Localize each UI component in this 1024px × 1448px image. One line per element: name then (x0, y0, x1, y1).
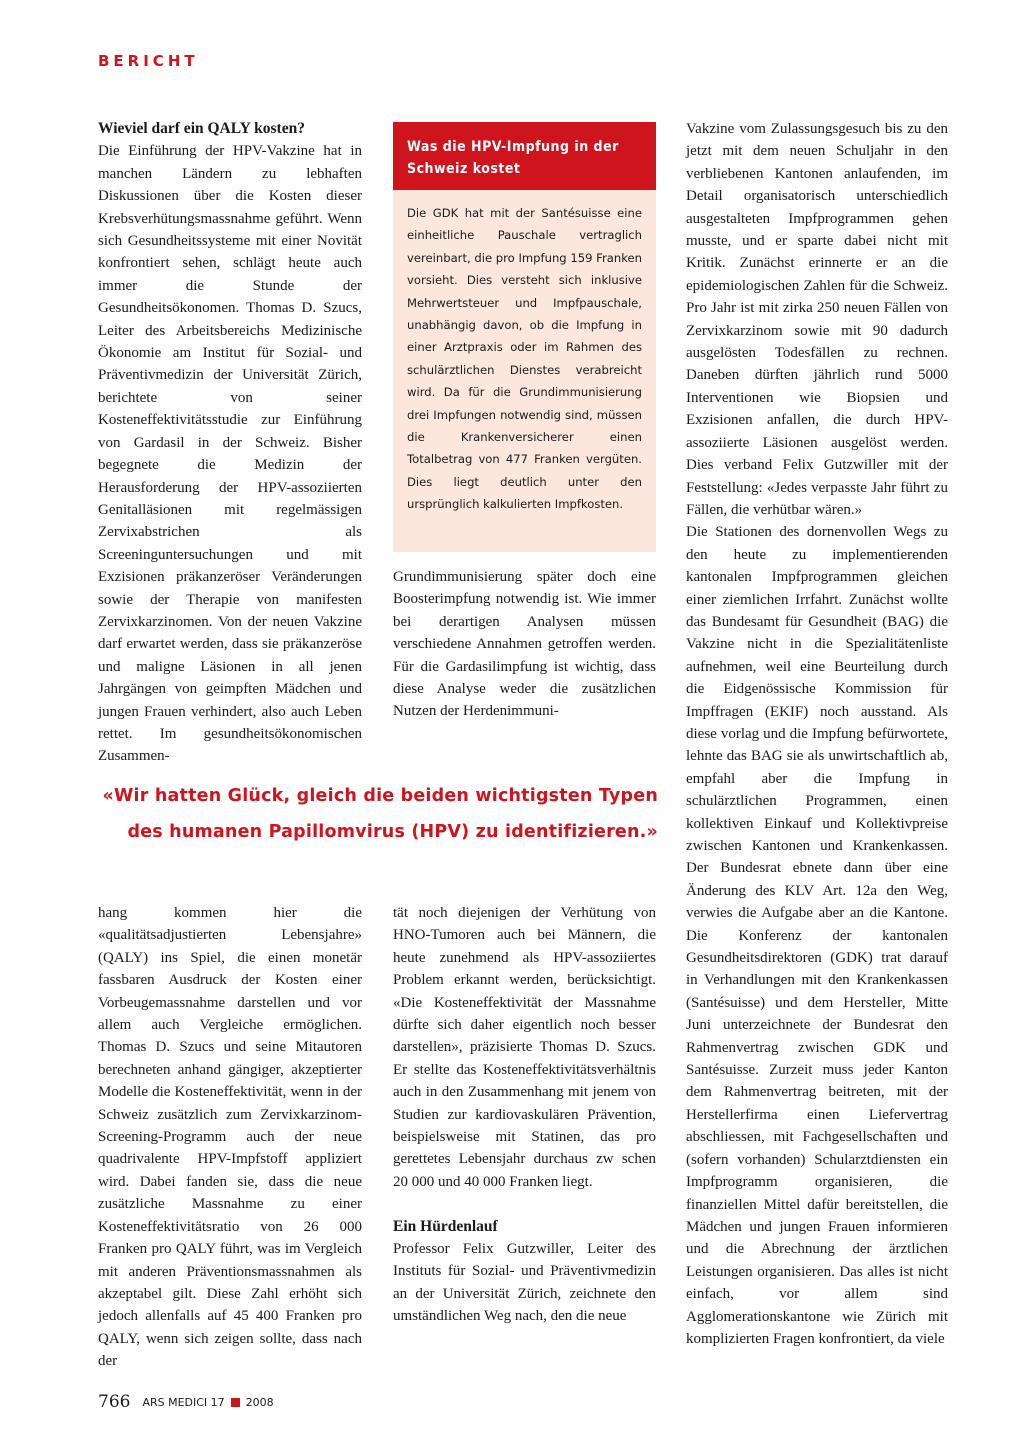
subheading-huerdenlauf: Ein Hürdenlauf (393, 1217, 498, 1235)
pull-quote: «Wir hatten Glück, gleich die beiden wichtigsten Typen des humanen Papillomvirus (HPV) zu identifizieren.» (102, 786, 658, 842)
info-box-text: Die GDK hat mit der Santésuisse eine einheitliche Pauschale vertraglich vereinbart, die pro Impfung 159 Franken vorsieht. Dies versteht sich inklusive Mehrwertsteuer und Impfpauschale, unabhängig davon, ob die Impfung in einer Arztpraxis oder im Rahmen des schulärztlichen Dienstes verabreicht wird. Da für die Grundimmunisierung drei Impfungen notwendig sind, müssen die Krankenversicherer einen Totalbetrag von 477 Franken vergüten. Dies liegt deutlich unter den ursprünglich kalkulierten Impfkosten. (407, 206, 642, 512)
paragraph: Die Stationen des dornenvollen Wegs zu den heute zu implementierenden kantonalen Impfprogrammen gleichen einer ziemlichen Irrfahrt. Zunächst wollte das Bundesamt für Gesundheit (BAG) die Vakzine nicht in die Spezialitätenliste aufnehmen, weil eine Beurteilung durch die Eidgenössische Kommission für Impffragen (EKIF) noch ausstand. Als diese vorlag und die Impfung befürwortete, lehnte das BAG sie als unwirtschaftlich ab, empfahl aber die Impfung in schulärztlichen Programmen, einen kollektiven Einkauf und Kollektivpreise zwischen Kantonen und Krankenkassen. Der Bundesrat ebnete dann über eine Änderung des KLV Art. 12a den Weg, verwies die Aufgabe aber an die Kantone. Die Konferenz der kantonalen Gesundheitsdirektoren (GDK) trat darauf in Verhandlungen mit den Krankenkassen (Santésuisse) und dem Hersteller, Mitte Juni unterzeichnete der Bundesrat den Rahmenvertrag zwischen GDK und Santésuisse. Zurzeit muss jeder Kanton dem Rahmenvertrag beitreten, mit der Herstellerfirma einen Liefervertrag abschliessen, mit Fachgesellschaften und (sofern vorhanden) Schularztdiensten ein Impfprogramm organisieren, die finanziellen Mittel dafür bereitstellen, die Mädchen und jungen Frauen informieren und die Abrechnung der ärztlichen Leistungen organisieren. Das alles ist nicht einfach, vor allem sind Agglomerationskantone wie Zürich mit komplizierten Fragen konfrontiert, da viele (686, 524, 948, 1347)
paragraph: Grundimmunisierung später doch eine Boosterimpfung notwendig ist. Wie immer bei derartigen Analysen müssen verschiedene Annahmen getroffen werden. Für die Gardasilimpfung ist wichtig, dass diese Analyse weder die zusätzlichen Nutzen der Herdenimmuni- (393, 569, 656, 720)
section-label: BERICHT (98, 52, 199, 70)
column-2-bottom (393, 902, 656, 1328)
column-3 (686, 118, 948, 1350)
page-footer (98, 1392, 274, 1412)
paragraph: hang kommen hier die «qualitätsadjustierten Lebensjahre» (QALY) ins Spiel, die einen monetär fassbaren Ausdruck der Kosten einer Vorbeugemassnahme darstellen und vor allem auch Vergleiche ermöglichen. Thomas D. Szucs und seine Mitautoren berechneten anhand gängiger, akzeptierter Modelle die Kosteneffektivität, wenn in der Schweiz zusätzlich zum Zervixkarzinom-Screening-Programm auch der neue quadrivalente HPV-Impfstoff appliziert wird. Dabei fanden sie, dass die neue zusätzliche Massnahme zu einer Kosteneffektivitätsratio von 26 000 Franken pro QALY führt, was im Vergleich mit anderen Präventionsmassnahmen als akzeptabel gilt. Diese Zahl erhöht sich jedoch allenfalls auf 45 400 Franken pro QALY, wenn sich zeigen sollte, dass nach der (98, 905, 362, 1370)
page-number: 766 (98, 1392, 131, 1412)
column-1-bottom (98, 902, 362, 1373)
paragraph: Professor Felix Gutzwiller, Leiter des Instituts für Sozial- und Präventivmedizin an der Universität Zürich, zeichnete den umständlichen Weg nach, den die neue (393, 1241, 656, 1325)
paragraph: tät noch diejenigen der Verhütung von HNO-Tumoren auch bei Männern, die heute zunehmend als HPV-assoziiertes Problem erkannt werden, berücksichtigt. «Die Kosteneffektivität der Massnahme dürfte sich daher eigentlich noch besser darstellen», präzisierte Thomas D. Szucs. Er stellte das Kosteneffektivitätsverhältnis auch in den Zusammenhang mit jenem von Studien zur kardiovaskulären Prävention, beispielsweise mit Statinen, das pro gerettetes Lebensjahr durchaus zw schen 20 000 und 40 000 Franken liegt. (393, 905, 656, 1190)
column-1-top (98, 118, 362, 768)
info-box-title: Was die HPV-Impfung in der Schweiz kostet (393, 122, 656, 190)
column-2-top (393, 566, 656, 723)
info-box (393, 122, 656, 552)
subheading-qaly: Wieviel darf ein QALY kosten? (98, 120, 305, 137)
journal-year: 2008 (245, 1395, 274, 1409)
paragraph: Vakzine vom Zulassungsgesuch bis zu den jetzt mit dem neuen Schuljahr in den verbliebenen Kantonen anlaufenden, im Detail organisatorisch unterschiedlich ausgestalteten Impfprogrammen gehen musste, und er sparte dabei nicht mit Kritik. Zunächst erinnerte er an die epidemiologischen Zahlen für die Schweiz. Pro Jahr ist mit zirka 250 neuen Fällen von Zervixkarzinom sowie mit 90 dadurch ausgelösten Todesfällen zu rechnen. Daneben dürften jährlich rund 5000 Interventionen wie Biopsien und Exzisionen anfallen, die durch HPV-assoziierte Läsionen ausgelöst werden. Dies verband Felix Gutzwiller mit der Feststellung: «Jedes verpasste Jahr führt zu Fällen, die verhütbar wären.» (686, 121, 948, 518)
paragraph: Die Einführung der HPV-Vakzine hat in manchen Ländern zu lebhaften Diskussionen über die Kosten dieser Krebsverhütungsmassnahme geführt. Wenn sich Gesundheitssysteme mit einer Novität konfrontiert sehen, schlägt heute auch immer die Stunde der Gesundheitsökonomen. Thomas D. Szucs, Leiter des Arbeitsbereichs Medizinische Ökonomie am Institut für Sozial- und Präventivmedizin der Universität Zürich, berichtete von seiner Kosteneffektivitätsstudie zur Einführung von Gardasil in der Schweiz. Bisher begegnete die Medizin der Herausforderung der HPV-assoziierten Genitalläsionen mit regelmässigen Zervixabstrichen als Screeninguntersuchungen und mit Exzisionen präkanzeröser Veränderungen sowie der Therapie von manifesten Zervixkarzinomen. Von der neuen Vakzine darf erwartet werden, dass sie präkanzeröse und maligne Läsionen in all jenen Jahrgängen von geimpften Mädchen und jungen Frauen verhindert, also auch Leben rettet. Im gesundheitsökonomischen Zusammen- (98, 143, 362, 765)
journal-name: ARS MEDICI 17 (142, 1395, 225, 1409)
red-square-icon (231, 1398, 240, 1407)
